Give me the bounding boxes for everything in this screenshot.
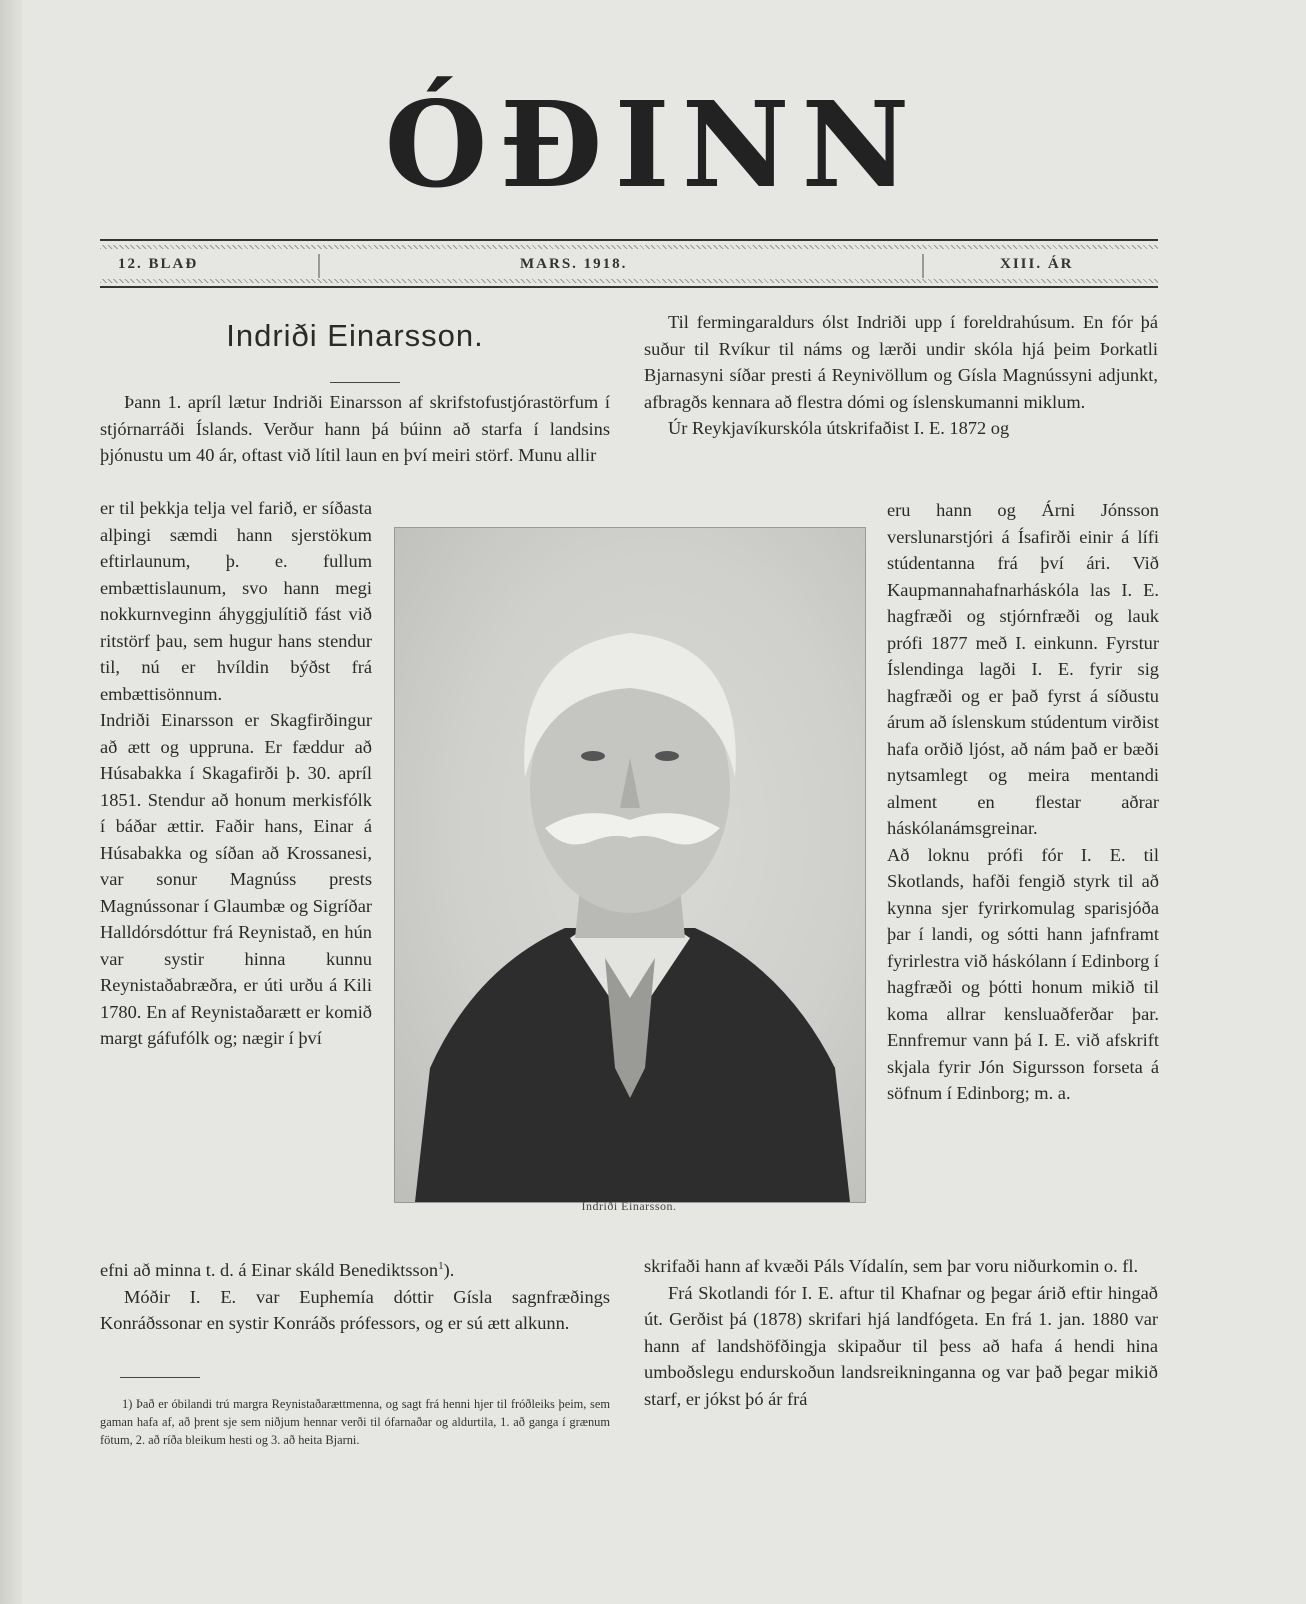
article-col2-top bbox=[644, 309, 1158, 442]
paragraph: eru hann og Árni Jónsson verslunarstjóri á Ísafirði einir á lífi stúdentanna frá því ári. Við Kaupmannahafnarháskóla las I. E. hagfræði og stjórnfræði og lauk prófi 1877 með I. einkunn. Fyrstur Íslendinga lagði I. E. fyrir sig hagfræði og er það fyrst á síðustu árum að íslenskum stúdentum virðist hafa orðið ljóst, að nám það er bæði nytsamlegt og meira mentandi alment en flestar aðrar háskólanámsgreinar. bbox=[887, 500, 1159, 838]
portrait-eye-left bbox=[581, 751, 605, 761]
paragraph: Að loknu prófi fór I. E. til Skotlands, hafði fengið styrk til að kynna sjer fyrirkomulag sparisjóða þar í landi, og sótti hann jafnframt fyrirlestra við háskólann í Edinborg í hagfræði og þótti honum mikið til koma allrar kensluaðferðar þar. Ennfremur vann þá I. E. við afskrift skjala fyrir Jón Sigursson forseta á söfnum í Edinborg; m. a. bbox=[887, 844, 1159, 1103]
paragraph: Til fermingaraldurs ólst Indriði upp í foreldrahúsum. En fór þá suður til Rvíkur til náms og lærði undir skóla hjá þeim Þorkatli Bjarnasyni síðar presti á Reynivöllum og Gísla Magnússyni adjunkt, afbragðs kennara að flestra dómi og íslenskumanni miklum. bbox=[644, 312, 1158, 412]
footnote-text bbox=[100, 1395, 610, 1449]
issue-separator bbox=[318, 254, 320, 278]
article-title: Indriði Einarsson. bbox=[226, 318, 484, 353]
issue-date: MARS. 1918. bbox=[520, 256, 628, 272]
article-col1-wide bbox=[100, 389, 610, 469]
footnote-ref: 1 bbox=[438, 1260, 444, 1272]
paragraph-text: efni að minna t. d. á Einar skáld Benediktsson bbox=[100, 1260, 439, 1281]
paragraph: Úr Reykjavíkurskóla útskrifaðist I. E. 1872 og bbox=[668, 418, 1010, 438]
paragraph: Indriði Einarsson er Skagfirðingur að ætt og uppruna. Er fæddur að Húsabakka í Skagafirði þ. 30. apríl 1851. Stendur að honum merkisfólk í báðar ættir. Faðir hans, Einar á Húsabakka og síðan að Krossanesi, var sonur Magnúss prests Magnússonar í Glaumbæ og Sigríðar Halldórsdóttur frá Reynistað, en hún var systir hinna kunnu Reynistaðabræðra, er úti urðu á Kili 1780. En af Reynistaðarætt er komið margt gáfufólk og; nægir í því bbox=[100, 710, 372, 1048]
paragraph: Frá Skotlandi fór I. E. aftur til Khafnar og þegar árið eftir hingað út. Gerðist þá (1878) skrifari hjá landfógeta. En frá 1. jan. 1880 var hann af landshöfðingja skipaður til þess að hafa á hendi hina umboðslegu endurskoðun landsreikninganna og var það þegar mikið starf, er jókst þó ár frá bbox=[644, 1282, 1158, 1409]
footnote-marker: 1) bbox=[122, 1397, 133, 1411]
issue-separator bbox=[922, 254, 924, 278]
footnote bbox=[100, 1395, 610, 1449]
paragraph: Þann 1. apríl lætur Indriði Einarsson af skrifstofustjórastörfum í stjórnarráði Íslands. Verður hann þá búinn að starfa í landsins þjónustu um 40 ár, oftast við lítil laun en því meiri störf. Munu allir bbox=[100, 392, 610, 465]
issue-number: 12. BLAÐ bbox=[118, 256, 199, 272]
article-col1-bottom bbox=[100, 1253, 610, 1337]
article-col2-bottom bbox=[644, 1253, 1158, 1412]
paragraph: skrifaði hann af kvæði Páls Vídalín, sem þar voru niðurkomin o. fl. bbox=[644, 1256, 1139, 1276]
top-ornament bbox=[100, 245, 1158, 249]
paragraph: efni að minna t. d. á Einar skáld Benediktsson$^1$). bbox=[100, 1260, 455, 1281]
issue-bar bbox=[100, 254, 1158, 276]
bottom-ornament bbox=[100, 279, 1158, 283]
portrait-caption: Indriði Einarsson. bbox=[581, 1199, 677, 1213]
title-divider bbox=[330, 382, 400, 383]
footnote-body: Það er óbilandi trú margra Reynistaðarættmenna, og sagt frá henni hjer til fróðleiks þeim, sem gaman hafa af, að þrent sje sem niðjum hennar verði til ófarnaðar og aldurtila, 1. að ganga í grænum fötum, 2. að ríða bleikum hesti og 3. að heita Bjarni. bbox=[100, 1397, 610, 1447]
issue-year: XIII. ÁR bbox=[1000, 256, 1074, 272]
masthead: ÓÐINN bbox=[384, 75, 922, 214]
footnote-divider bbox=[120, 1377, 200, 1378]
portrait-eye-right bbox=[655, 751, 679, 761]
article-col1-narrow bbox=[100, 495, 372, 1052]
bottom-rule bbox=[100, 286, 1158, 288]
page-edge bbox=[0, 0, 22, 1604]
article-col2-narrow bbox=[887, 497, 1159, 1107]
portrait-illustration bbox=[395, 528, 865, 1202]
portrait-photo bbox=[394, 527, 866, 1203]
paragraph: Móðir I. E. var Euphemía dóttir Gísla sagnfræðings Konráðssonar en systir Konráðs prófessors, og er sú ætt alkunn. bbox=[100, 1286, 610, 1334]
top-rule bbox=[100, 239, 1158, 241]
paragraph: er til þekkja telja vel farið, er síðasta alþingi sæmdi hann sjerstökum eftirlaunum, þ. e. fullum embættislaunum, svo hann megi nokkurnveginn áhyggjulítið fást við ritstörf þau, sem hugur hans stendur til, nú er hvíldin býðst frá embættisönnum. bbox=[100, 498, 372, 704]
